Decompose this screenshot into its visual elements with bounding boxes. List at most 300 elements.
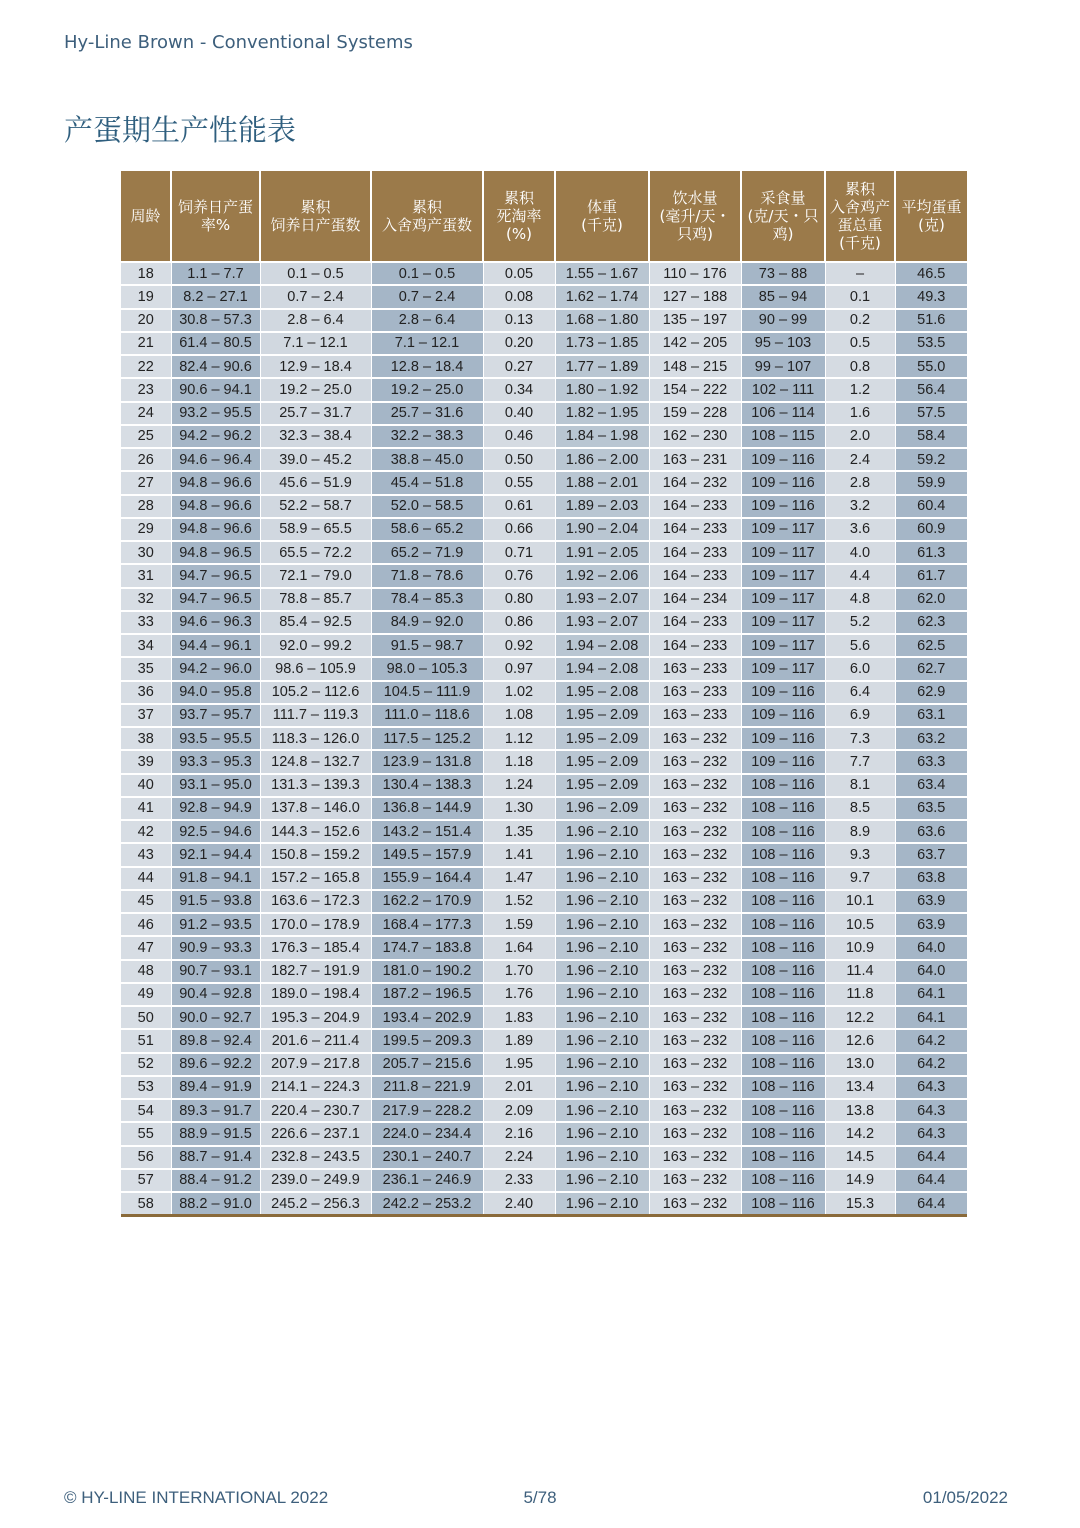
- table-cell: 93.2 – 95.5: [171, 402, 260, 425]
- table-cell: 63.9: [895, 890, 967, 913]
- table-cell: 1.96 – 2.10: [555, 867, 649, 890]
- table-cell: 1.82 – 1.95: [555, 402, 649, 425]
- table-cell: 58.6 – 65.2: [371, 518, 483, 541]
- table-row: [121, 1146, 967, 1169]
- table-cell: 56: [121, 1146, 171, 1169]
- table-cell: 0.27: [483, 355, 555, 378]
- column-header-cum-egg-mass: 累积 入舍鸡产 蛋总重 (千克): [825, 171, 895, 262]
- table-row: [121, 471, 967, 494]
- table-cell: 102 – 111: [741, 378, 825, 401]
- table-cell: 88.9 – 91.5: [171, 1122, 260, 1145]
- table-cell: –: [825, 262, 895, 285]
- table-cell: 0.7 – 2.4: [371, 285, 483, 308]
- table-cell: 1.96 – 2.10: [555, 1122, 649, 1145]
- table-cell: 10.5: [825, 913, 895, 936]
- table-cell: 64.4: [895, 1192, 967, 1216]
- table-cell: 4.4: [825, 564, 895, 587]
- table-cell: 13.4: [825, 1076, 895, 1099]
- table-cell: 0.34: [483, 378, 555, 401]
- table-cell: 32.3 – 38.4: [260, 425, 371, 448]
- table-cell: 29: [121, 518, 171, 541]
- table-row: [121, 425, 967, 448]
- table-cell: 2.01: [483, 1076, 555, 1099]
- table-row: [121, 1076, 967, 1099]
- table-cell: 94.0 – 95.8: [171, 681, 260, 704]
- table-cell: 211.8 – 221.9: [371, 1076, 483, 1099]
- table-cell: 0.20: [483, 332, 555, 355]
- table-row: [121, 634, 967, 657]
- column-header-cum-hen-housed-eggs: 累积 入舍鸡产蛋数: [371, 171, 483, 262]
- table-cell: 94.8 – 96.6: [171, 471, 260, 494]
- table-cell: 2.4: [825, 448, 895, 471]
- table-cell: 242.2 – 253.2: [371, 1192, 483, 1216]
- table-cell: 108 – 116: [741, 797, 825, 820]
- table-cell: 41: [121, 797, 171, 820]
- table-cell: 2.0: [825, 425, 895, 448]
- table-cell: 108 – 116: [741, 1192, 825, 1216]
- table-row: [121, 983, 967, 1006]
- table-cell: 64.3: [895, 1122, 967, 1145]
- table-cell: 42: [121, 820, 171, 843]
- table-cell: 84.9 – 92.0: [371, 611, 483, 634]
- table-cell: 93.5 – 95.5: [171, 727, 260, 750]
- table-cell: 93.3 – 95.3: [171, 750, 260, 773]
- table-cell: 88.2 – 91.0: [171, 1192, 260, 1216]
- table-cell: 56.4: [895, 378, 967, 401]
- table-row: [121, 1029, 967, 1052]
- table-cell: 1.90 – 2.04: [555, 518, 649, 541]
- table-cell: 1.92 – 2.06: [555, 564, 649, 587]
- table-cell: 33: [121, 611, 171, 634]
- table-row: [121, 867, 967, 890]
- table-cell: 142 – 205: [649, 332, 741, 355]
- table-cell: 54: [121, 1099, 171, 1122]
- table-cell: 1.24: [483, 774, 555, 797]
- table-cell: 109 – 116: [741, 471, 825, 494]
- table-cell: 91.5 – 98.7: [371, 634, 483, 657]
- table-cell: 189.0 – 198.4: [260, 983, 371, 1006]
- table-cell: 163 – 233: [649, 681, 741, 704]
- table-cell: 62.7: [895, 657, 967, 680]
- table-cell: 108 – 116: [741, 913, 825, 936]
- table-cell: 62.3: [895, 611, 967, 634]
- table-cell: 1.70: [483, 960, 555, 983]
- table-cell: 236.1 – 246.9: [371, 1169, 483, 1192]
- table-cell: 4.8: [825, 588, 895, 611]
- table-cell: 1.96 – 2.10: [555, 890, 649, 913]
- table-cell: 64.0: [895, 936, 967, 959]
- table-cell: 109 – 116: [741, 448, 825, 471]
- table-cell: 60.9: [895, 518, 967, 541]
- table-cell: 21: [121, 332, 171, 355]
- table-cell: 88.7 – 91.4: [171, 1146, 260, 1169]
- table-cell: 65.2 – 71.9: [371, 541, 483, 564]
- table-cell: 48: [121, 960, 171, 983]
- table-cell: 94.4 – 96.1: [171, 634, 260, 657]
- table-cell: 58.9 – 65.5: [260, 518, 371, 541]
- table-cell: 0.46: [483, 425, 555, 448]
- table-cell: 53.5: [895, 332, 967, 355]
- running-header: Hy-Line Brown - Conventional Systems: [64, 32, 413, 53]
- table-cell: 92.5 – 94.6: [171, 820, 260, 843]
- table-cell: 108 – 116: [741, 843, 825, 866]
- table-cell: 163 – 231: [649, 448, 741, 471]
- table-cell: 0.66: [483, 518, 555, 541]
- table-cell: 0.71: [483, 541, 555, 564]
- table-cell: 106 – 114: [741, 402, 825, 425]
- table-row: [121, 1006, 967, 1029]
- table-cell: 118.3 – 126.0: [260, 727, 371, 750]
- table-cell: 64.1: [895, 983, 967, 1006]
- table-cell: 62.5: [895, 634, 967, 657]
- table-cell: 0.1: [825, 285, 895, 308]
- table-cell: 109 – 117: [741, 611, 825, 634]
- table-cell: 135 – 197: [649, 309, 741, 332]
- table-cell: 71.8 – 78.6: [371, 564, 483, 587]
- table-cell: 94.8 – 96.6: [171, 495, 260, 518]
- table-cell: 62.9: [895, 681, 967, 704]
- table-cell: 1.02: [483, 681, 555, 704]
- table-cell: 0.1 – 0.5: [371, 262, 483, 285]
- table-cell: 108 – 116: [741, 867, 825, 890]
- table-cell: 163 – 232: [649, 960, 741, 983]
- table-cell: 6.9: [825, 704, 895, 727]
- table-cell: 88.4 – 91.2: [171, 1169, 260, 1192]
- table-cell: 58.4: [895, 425, 967, 448]
- table-cell: 109 – 116: [741, 727, 825, 750]
- table-cell: 164 – 233: [649, 564, 741, 587]
- table-cell: 1.93 – 2.07: [555, 611, 649, 634]
- table-cell: 1.96 – 2.10: [555, 820, 649, 843]
- table-cell: 78.8 – 85.7: [260, 588, 371, 611]
- table-cell: 12.2: [825, 1006, 895, 1029]
- table-cell: 60.4: [895, 495, 967, 518]
- table-cell: 9.7: [825, 867, 895, 890]
- table-row: [121, 820, 967, 843]
- table-header-row: [121, 171, 967, 262]
- table-cell: 0.86: [483, 611, 555, 634]
- table-cell: 1.96 – 2.10: [555, 1053, 649, 1076]
- table-cell: 45: [121, 890, 171, 913]
- table-cell: 19.2 – 25.0: [371, 378, 483, 401]
- table-cell: 163 – 232: [649, 913, 741, 936]
- table-row: [121, 309, 967, 332]
- table-cell: 11.4: [825, 960, 895, 983]
- table-cell: 63.6: [895, 820, 967, 843]
- table-cell: 46: [121, 913, 171, 936]
- table-cell: 13.0: [825, 1053, 895, 1076]
- table-cell: 157.2 – 165.8: [260, 867, 371, 890]
- table-cell: 25: [121, 425, 171, 448]
- table-cell: 109 – 117: [741, 657, 825, 680]
- table-cell: 2.8 – 6.4: [371, 309, 483, 332]
- table-cell: 51.6: [895, 309, 967, 332]
- table-cell: 109 – 117: [741, 588, 825, 611]
- table-row: [121, 1169, 967, 1192]
- table-cell: 8.9: [825, 820, 895, 843]
- table-cell: 108 – 116: [741, 1122, 825, 1145]
- table-cell: 1.96 – 2.10: [555, 913, 649, 936]
- table-cell: 1.83: [483, 1006, 555, 1029]
- table-cell: 1.96 – 2.10: [555, 1006, 649, 1029]
- table-row: [121, 657, 967, 680]
- table-cell: 26: [121, 448, 171, 471]
- table-cell: 0.50: [483, 448, 555, 471]
- footer-date: 01/05/2022: [922, 1488, 1008, 1507]
- table-cell: 154 – 222: [649, 378, 741, 401]
- table-cell: 164 – 233: [649, 541, 741, 564]
- table-row: [121, 1099, 967, 1122]
- table-cell: 2.40: [483, 1192, 555, 1216]
- column-header-cum-mortality: 累积 死淘率 (%): [483, 171, 555, 262]
- table-cell: 108 – 115: [741, 425, 825, 448]
- column-header-feed: 采食量 (克/天・只 鸡): [741, 171, 825, 262]
- table-cell: 163 – 232: [649, 1099, 741, 1122]
- table-cell: 45.4 – 51.8: [371, 471, 483, 494]
- table-cell: 14.5: [825, 1146, 895, 1169]
- table-cell: 1.96 – 2.10: [555, 1076, 649, 1099]
- table-cell: 5.2: [825, 611, 895, 634]
- table-row: [121, 332, 967, 355]
- table-cell: 63.2: [895, 727, 967, 750]
- table-cell: 108 – 116: [741, 1076, 825, 1099]
- column-header-hen-day-rate: 饲养日产蛋 率%: [171, 171, 260, 262]
- table-cell: 108 – 116: [741, 1169, 825, 1192]
- table-cell: 163 – 232: [649, 1029, 741, 1052]
- column-header-week: 周龄: [121, 171, 171, 262]
- table-cell: 2.33: [483, 1169, 555, 1192]
- table-cell: 108 – 116: [741, 890, 825, 913]
- table-cell: 18: [121, 262, 171, 285]
- table-cell: 61.7: [895, 564, 967, 587]
- table-cell: 85 – 94: [741, 285, 825, 308]
- table-cell: 73 – 88: [741, 262, 825, 285]
- table-row: [121, 285, 967, 308]
- table-cell: 207.9 – 217.8: [260, 1053, 371, 1076]
- table-cell: 0.80: [483, 588, 555, 611]
- table-cell: 9.3: [825, 843, 895, 866]
- table-cell: 109 – 116: [741, 495, 825, 518]
- column-header-body-weight: 体重 (千克): [555, 171, 649, 262]
- table-cell: 1.2: [825, 378, 895, 401]
- table-cell: 0.5: [825, 332, 895, 355]
- table-row: [121, 611, 967, 634]
- table-cell: 108 – 116: [741, 1029, 825, 1052]
- table-row: [121, 378, 967, 401]
- table-row: [121, 1053, 967, 1076]
- table-cell: 2.8: [825, 471, 895, 494]
- table-cell: 22: [121, 355, 171, 378]
- table-cell: 61.4 – 80.5: [171, 332, 260, 355]
- table-cell: 187.2 – 196.5: [371, 983, 483, 1006]
- table-cell: 63.3: [895, 750, 967, 773]
- table-cell: 63.4: [895, 774, 967, 797]
- table-cell: 170.0 – 178.9: [260, 913, 371, 936]
- column-header-avg-egg-weight: 平均蛋重 (克): [895, 171, 967, 262]
- table-cell: 1.35: [483, 820, 555, 843]
- table-cell: 0.05: [483, 262, 555, 285]
- table-cell: 110 – 176: [649, 262, 741, 285]
- table-cell: 52: [121, 1053, 171, 1076]
- table-cell: 1.95 – 2.09: [555, 727, 649, 750]
- table-cell: 1.1 – 7.7: [171, 262, 260, 285]
- table-cell: 1.95 – 2.09: [555, 750, 649, 773]
- table-cell: 1.95 – 2.09: [555, 704, 649, 727]
- table-cell: 8.2 – 27.1: [171, 285, 260, 308]
- table-cell: 195.3 – 204.9: [260, 1006, 371, 1029]
- table-cell: 163 – 232: [649, 727, 741, 750]
- table-cell: 40: [121, 774, 171, 797]
- table-cell: 51: [121, 1029, 171, 1052]
- table-cell: 43: [121, 843, 171, 866]
- table-cell: 1.96 – 2.09: [555, 797, 649, 820]
- table-cell: 94.2 – 96.0: [171, 657, 260, 680]
- table-row: [121, 564, 967, 587]
- table-cell: 59.9: [895, 471, 967, 494]
- table-cell: 0.1 – 0.5: [260, 262, 371, 285]
- table-cell: 35: [121, 657, 171, 680]
- table-cell: 108 – 116: [741, 774, 825, 797]
- table-cell: 94.6 – 96.4: [171, 448, 260, 471]
- table-cell: 5.6: [825, 634, 895, 657]
- table-row: [121, 913, 967, 936]
- table-cell: 1.6: [825, 402, 895, 425]
- table-cell: 163 – 232: [649, 1146, 741, 1169]
- table-cell: 12.6: [825, 1029, 895, 1052]
- table-cell: 6.4: [825, 681, 895, 704]
- table-cell: 50: [121, 1006, 171, 1029]
- table-cell: 90.4 – 92.8: [171, 983, 260, 1006]
- table-cell: 94.6 – 96.3: [171, 611, 260, 634]
- table-cell: 7.3: [825, 727, 895, 750]
- table-cell: 181.0 – 190.2: [371, 960, 483, 983]
- table-cell: 63.5: [895, 797, 967, 820]
- table-cell: 2.09: [483, 1099, 555, 1122]
- table-cell: 85.4 – 92.5: [260, 611, 371, 634]
- table-cell: 89.8 – 92.4: [171, 1029, 260, 1052]
- table-cell: 130.4 – 138.3: [371, 774, 483, 797]
- table-cell: 164 – 234: [649, 588, 741, 611]
- table-cell: 163.6 – 172.3: [260, 890, 371, 913]
- table-cell: 176.3 – 185.4: [260, 936, 371, 959]
- table-cell: 2.8 – 6.4: [260, 309, 371, 332]
- table-cell: 7.7: [825, 750, 895, 773]
- table-cell: 63.7: [895, 843, 967, 866]
- page-title: 产蛋期生产性能表: [64, 113, 297, 147]
- table-row: [121, 518, 967, 541]
- table-cell: 127 – 188: [649, 285, 741, 308]
- table-cell: 1.89 – 2.03: [555, 495, 649, 518]
- table-cell: 55: [121, 1122, 171, 1145]
- table-cell: 55.0: [895, 355, 967, 378]
- table-cell: 163 – 232: [649, 936, 741, 959]
- table-cell: 0.61: [483, 495, 555, 518]
- table-cell: 90.9 – 93.3: [171, 936, 260, 959]
- table-cell: 27: [121, 471, 171, 494]
- table-cell: 1.94 – 2.08: [555, 657, 649, 680]
- table-cell: 0.55: [483, 471, 555, 494]
- table-cell: 37: [121, 704, 171, 727]
- footer-copyright: © HY-LINE INTERNATIONAL 2022: [64, 1488, 329, 1507]
- table-cell: 220.4 – 230.7: [260, 1099, 371, 1122]
- table-cell: 2.16: [483, 1122, 555, 1145]
- table-cell: 164 – 233: [649, 634, 741, 657]
- table-cell: 1.76: [483, 983, 555, 1006]
- table-cell: 44: [121, 867, 171, 890]
- table-cell: 94.2 – 96.2: [171, 425, 260, 448]
- table-cell: 23: [121, 378, 171, 401]
- table-cell: 1.88 – 2.01: [555, 471, 649, 494]
- table-row: [121, 704, 967, 727]
- table-cell: 98.6 – 105.9: [260, 657, 371, 680]
- table-body: [121, 262, 967, 1216]
- table-row: [121, 1192, 967, 1216]
- table-cell: 108 – 116: [741, 936, 825, 959]
- table-cell: 0.2: [825, 309, 895, 332]
- table-cell: 30.8 – 57.3: [171, 309, 260, 332]
- table-cell: 0.13: [483, 309, 555, 332]
- table-row: [121, 588, 967, 611]
- column-header-cum-hen-day-eggs: 累积 饲养日产蛋数: [260, 171, 371, 262]
- table-cell: 38: [121, 727, 171, 750]
- table-cell: 1.96 – 2.10: [555, 1099, 649, 1122]
- table-cell: 62.0: [895, 588, 967, 611]
- table-cell: 1.55 – 1.67: [555, 262, 649, 285]
- table-row: [121, 448, 967, 471]
- table-cell: 7.1 – 12.1: [371, 332, 483, 355]
- table-cell: 1.95 – 2.09: [555, 774, 649, 797]
- table-cell: 149.5 – 157.9: [371, 843, 483, 866]
- table-cell: 15.3: [825, 1192, 895, 1216]
- table-cell: 28: [121, 495, 171, 518]
- table-cell: 94.8 – 96.5: [171, 541, 260, 564]
- table-cell: 94.8 – 96.6: [171, 518, 260, 541]
- table-cell: 245.2 – 256.3: [260, 1192, 371, 1216]
- table-cell: 89.3 – 91.7: [171, 1099, 260, 1122]
- table-cell: 3.2: [825, 495, 895, 518]
- table-cell: 108 – 116: [741, 1099, 825, 1122]
- table-cell: 1.59: [483, 913, 555, 936]
- table-cell: 1.96 – 2.10: [555, 843, 649, 866]
- table-cell: 109 – 117: [741, 541, 825, 564]
- table-cell: 239.0 – 249.9: [260, 1169, 371, 1192]
- table-cell: 39: [121, 750, 171, 773]
- table-cell: 1.73 – 1.85: [555, 332, 649, 355]
- table-cell: 64.3: [895, 1099, 967, 1122]
- performance-table: [121, 171, 967, 1217]
- table-cell: 93.7 – 95.7: [171, 704, 260, 727]
- table-cell: 163 – 232: [649, 983, 741, 1006]
- table-cell: 144.3 – 152.6: [260, 820, 371, 843]
- table-cell: 1.93 – 2.07: [555, 588, 649, 611]
- table-cell: 108 – 116: [741, 820, 825, 843]
- table-cell: 20: [121, 309, 171, 332]
- table-cell: 104.5 – 111.9: [371, 681, 483, 704]
- table-cell: 63.8: [895, 867, 967, 890]
- table-cell: 46.5: [895, 262, 967, 285]
- table-cell: 1.77 – 1.89: [555, 355, 649, 378]
- table-row: [121, 774, 967, 797]
- table-cell: 164 – 233: [649, 495, 741, 518]
- table-cell: 32: [121, 588, 171, 611]
- table-cell: 193.4 – 202.9: [371, 1006, 483, 1029]
- table-row: [121, 1122, 967, 1145]
- table-cell: 45.6 – 51.9: [260, 471, 371, 494]
- table-row: [121, 681, 967, 704]
- table-cell: 1.89: [483, 1029, 555, 1052]
- table-cell: 162.2 – 170.9: [371, 890, 483, 913]
- table-cell: 109 – 117: [741, 564, 825, 587]
